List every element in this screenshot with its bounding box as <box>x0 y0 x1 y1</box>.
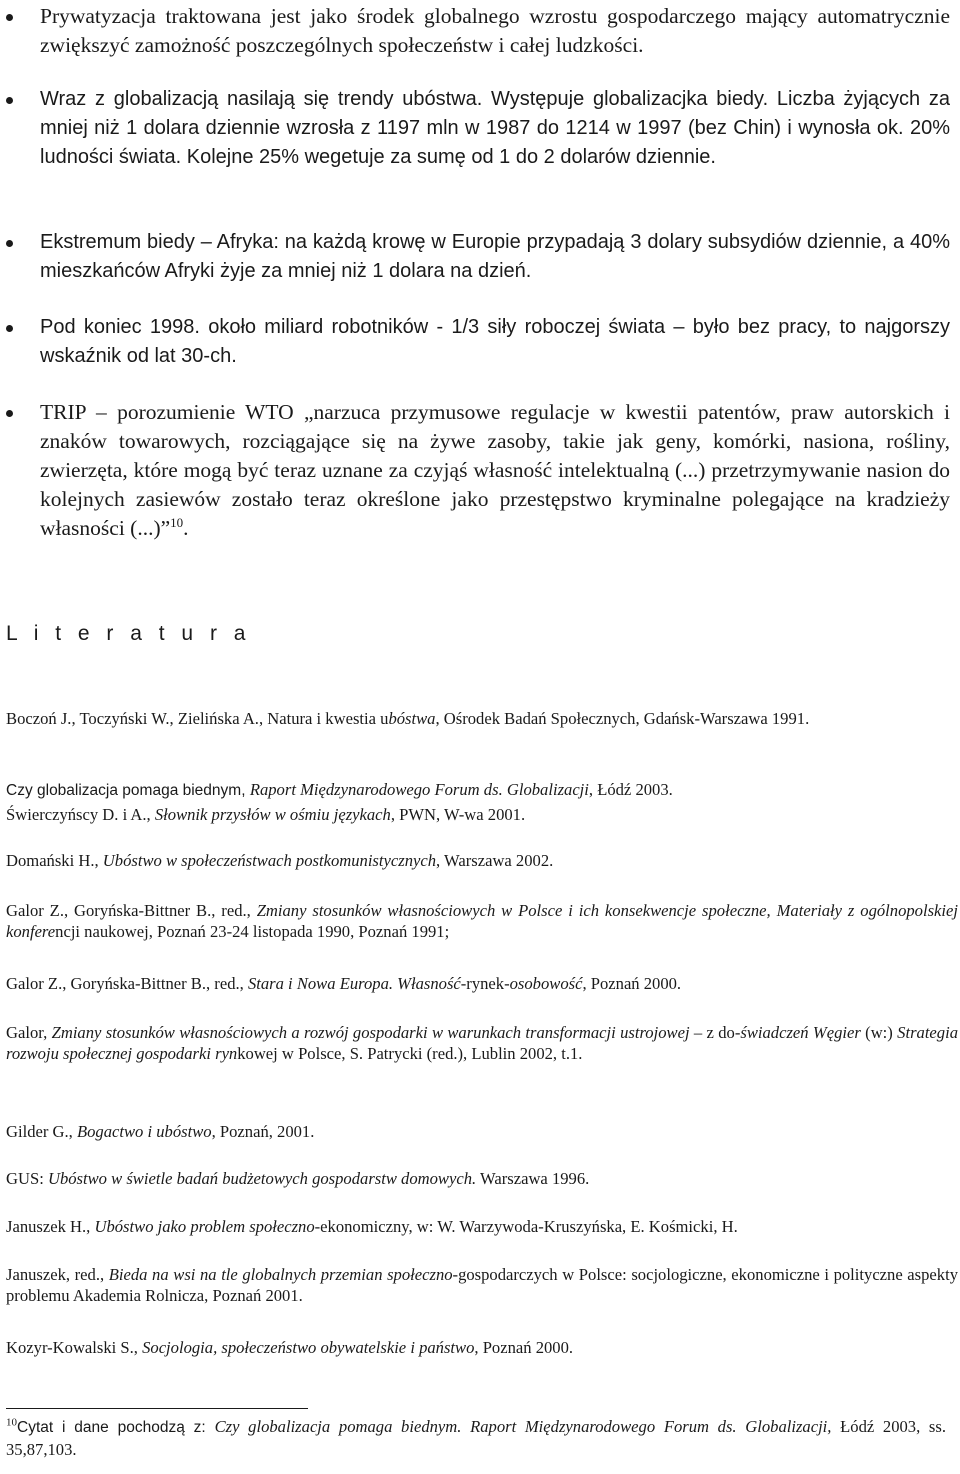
footnote-source: Czy globalizacja pomaga biednym. Raport Międzynarodowego Forum ds. Globalizacji, <box>214 1417 832 1436</box>
ref-publisher: -gospodarczych w Polsce: socjologiczne, ekonomiczne i polityczne aspekty problemu Akademia Rolnicza, Poznań 2001. <box>6 1265 958 1305</box>
ref-title: Bogactwo i ubóstwo <box>76 1122 212 1141</box>
bullet-item <box>6 313 950 371</box>
ref-title: Strategia rozwoju społecznej gospodarki ryn <box>6 1023 958 1063</box>
ref-title: Socjologia, społeczeństwo obywatelskie i państwo <box>142 1338 475 1357</box>
bullet-icon <box>6 410 13 417</box>
ref-publisher: , PWN, W-wa 2001. <box>390 805 526 824</box>
ref-author: Galor, <box>6 1023 52 1042</box>
reference-entry <box>6 1264 958 1306</box>
bullet-text: Ekstremum biedy – Afryka: na każdą krowę w Europie przypadają 3 dolary subsydiów dziennie, a 40% mieszkańców Afryki żyje za mniej niż 1 dolara na dzień. <box>40 231 950 282</box>
footnote-details: Łódź 2003, ss. 35,87,103. <box>6 1417 946 1459</box>
bullet-item <box>6 85 950 172</box>
ref-text: (w:) <box>860 1023 898 1042</box>
ref-publisher: , Warszawa 2002. <box>436 851 554 870</box>
bullet-text: Pod koniec 1998. około miliard robotników - 1/3 siły roboczej świata – było bez pracy, to najgorszy wskaźnik od lat 30-ch. <box>40 316 950 367</box>
ref-title: świadczeń Węgier <box>740 1023 861 1042</box>
bullet-icon <box>6 325 13 332</box>
ref-title: Zmiany stosunków własnościowych w Polsce i ich konsekwencje społeczne, Materiały z ogólnopolskiej konfere <box>6 901 958 941</box>
ref-publisher: , Łódź 2003. <box>588 780 673 799</box>
ref-title: osobowość <box>509 974 583 993</box>
literature-heading: L i t e r a t u r a <box>6 622 251 645</box>
footnote-reference[interactable]: 10 <box>170 514 184 530</box>
bullet-item <box>6 2 950 60</box>
reference-entry <box>6 1121 958 1142</box>
ref-author: Gilder G., <box>6 1122 77 1141</box>
bullet-text-end: . <box>183 516 189 540</box>
ref-author: Januszek, red., <box>6 1265 109 1284</box>
bullet-item <box>6 228 950 286</box>
ref-author: Domański H., <box>6 851 103 870</box>
ref-title: Raport Międzynarodowego Forum ds. Globalizacji <box>249 780 589 799</box>
reference-entry <box>6 779 958 801</box>
footnote-number: 10 <box>6 1416 17 1429</box>
ref-author: Januszek H., <box>6 1217 95 1236</box>
bullet-icon <box>6 240 13 247</box>
ref-author: Galor Z., Goryńska-Bittner B., red., <box>6 974 248 993</box>
reference-entry <box>6 708 958 729</box>
ref-publisher: , Poznań, 2001. <box>211 1122 315 1141</box>
bullet-icon <box>6 14 13 21</box>
ref-publisher: , Ośrodek Badań Społecznych, Gdańsk-Warszawa 1991. <box>435 709 810 728</box>
ref-publisher: kowej w Polsce, S. Patrycki (red.), Lublin 2002, t.1. <box>237 1044 583 1063</box>
ref-title: bóstwa <box>388 709 436 728</box>
reference-entry <box>6 1216 958 1237</box>
reference-entry <box>6 973 958 994</box>
ref-publisher: -rynek- <box>460 974 510 993</box>
ref-author: Kozyr-Kowalski S., <box>6 1338 143 1357</box>
ref-title: Słownik przysłów w ośmiu językach <box>154 805 391 824</box>
ref-title: Ubóstwo w społeczeństwach postkomunistycznych <box>102 851 437 870</box>
footnote-lead: Cytat i dane pochodzą z: <box>17 1419 215 1436</box>
ref-publisher: ekonomiczny, w: W. Warzywoda-Kruszyńska, E. Kośmicki, H. <box>320 1217 738 1236</box>
ref-text: z do- <box>706 1023 741 1042</box>
ref-author: Świerczyńscy D. i A., <box>6 805 155 824</box>
reference-entry <box>6 1337 958 1358</box>
ref-author: GUS: <box>6 1169 48 1188</box>
bullet-text: Wraz z globalizacją nasilają się trendy ubóstwa. Występuje globalizacjka biedy. Liczba żyjących za mniej niż 1 dolara dziennie wzrosła z 1197 mln w 1987 do 1214 w 1997 (bez Chin) i wynosła ok. 20% ludności świata. Kolejne 25% wegetuje za sumę od 1 do 2 dolarów dziennie. <box>40 88 950 168</box>
reference-entry <box>6 1022 958 1064</box>
ref-title: Ubóstwo jako problem społeczno- <box>94 1217 321 1236</box>
bullet-text <box>40 398 950 543</box>
ref-title: Ubóstwo w świetle badań budżetowych gospodarstw domowych. <box>47 1169 477 1188</box>
bullet-icon <box>6 97 13 104</box>
ref-title: Stara i Nowa Europa. Własność <box>247 974 461 993</box>
ref-publisher: , Poznań 2000. <box>582 974 682 993</box>
ref-publisher: Warszawa 1996. <box>476 1169 590 1188</box>
ref-publisher: , Poznań 2000. <box>474 1338 574 1357</box>
ref-author: Boczoń J., Toczyński W., Zielińska A., Natura i kwestia u <box>6 709 389 728</box>
reference-entry <box>6 804 958 825</box>
footnote-separator <box>6 1408 308 1409</box>
ref-title: Zmiany stosunków własnościowych a rozwój gospodarki w warunkach transformacji ustrojowej – <box>51 1023 707 1042</box>
bullet-item <box>6 398 950 543</box>
bullet-text-main: TRIP – porozumienie WTO „narzuca przymusowe regulacje w kwestii patentów, praw autorskich i znaków towarowych, rozciągające się na żywe zasoby, takie jak geny, komórki, nasiona, rośliny, zwierzęta, które mogą być teraz uznane za czyjąś własność intelektualną (...) przetrzymywanie nasion do kolejnych zasiewów zostało teraz określone jako przestępstwo kryminalne polegające na kradzieży własności (...)” <box>40 400 950 540</box>
reference-entry <box>6 850 958 871</box>
reference-entry <box>6 1168 958 1189</box>
footnote <box>6 1416 946 1461</box>
ref-publisher: ncji naukowej, Poznań 23-24 listopada 1990, Poznań 1991; <box>55 922 450 941</box>
bullet-text: Prywatyzacja traktowana jest jako środek globalnego wzrostu gospodarczego mający automatrycznie zwiększyć zamożność poszczególnych społeczeństw i całej ludzkości. <box>40 4 950 57</box>
ref-title: Bieda na wsi na tle globalnych przemian społeczno <box>108 1265 453 1284</box>
ref-author: Galor Z., Goryńska-Bittner B., red., <box>6 901 257 920</box>
ref-author: Czy globalizacja pomaga biednym, <box>6 782 250 799</box>
reference-entry <box>6 900 958 942</box>
